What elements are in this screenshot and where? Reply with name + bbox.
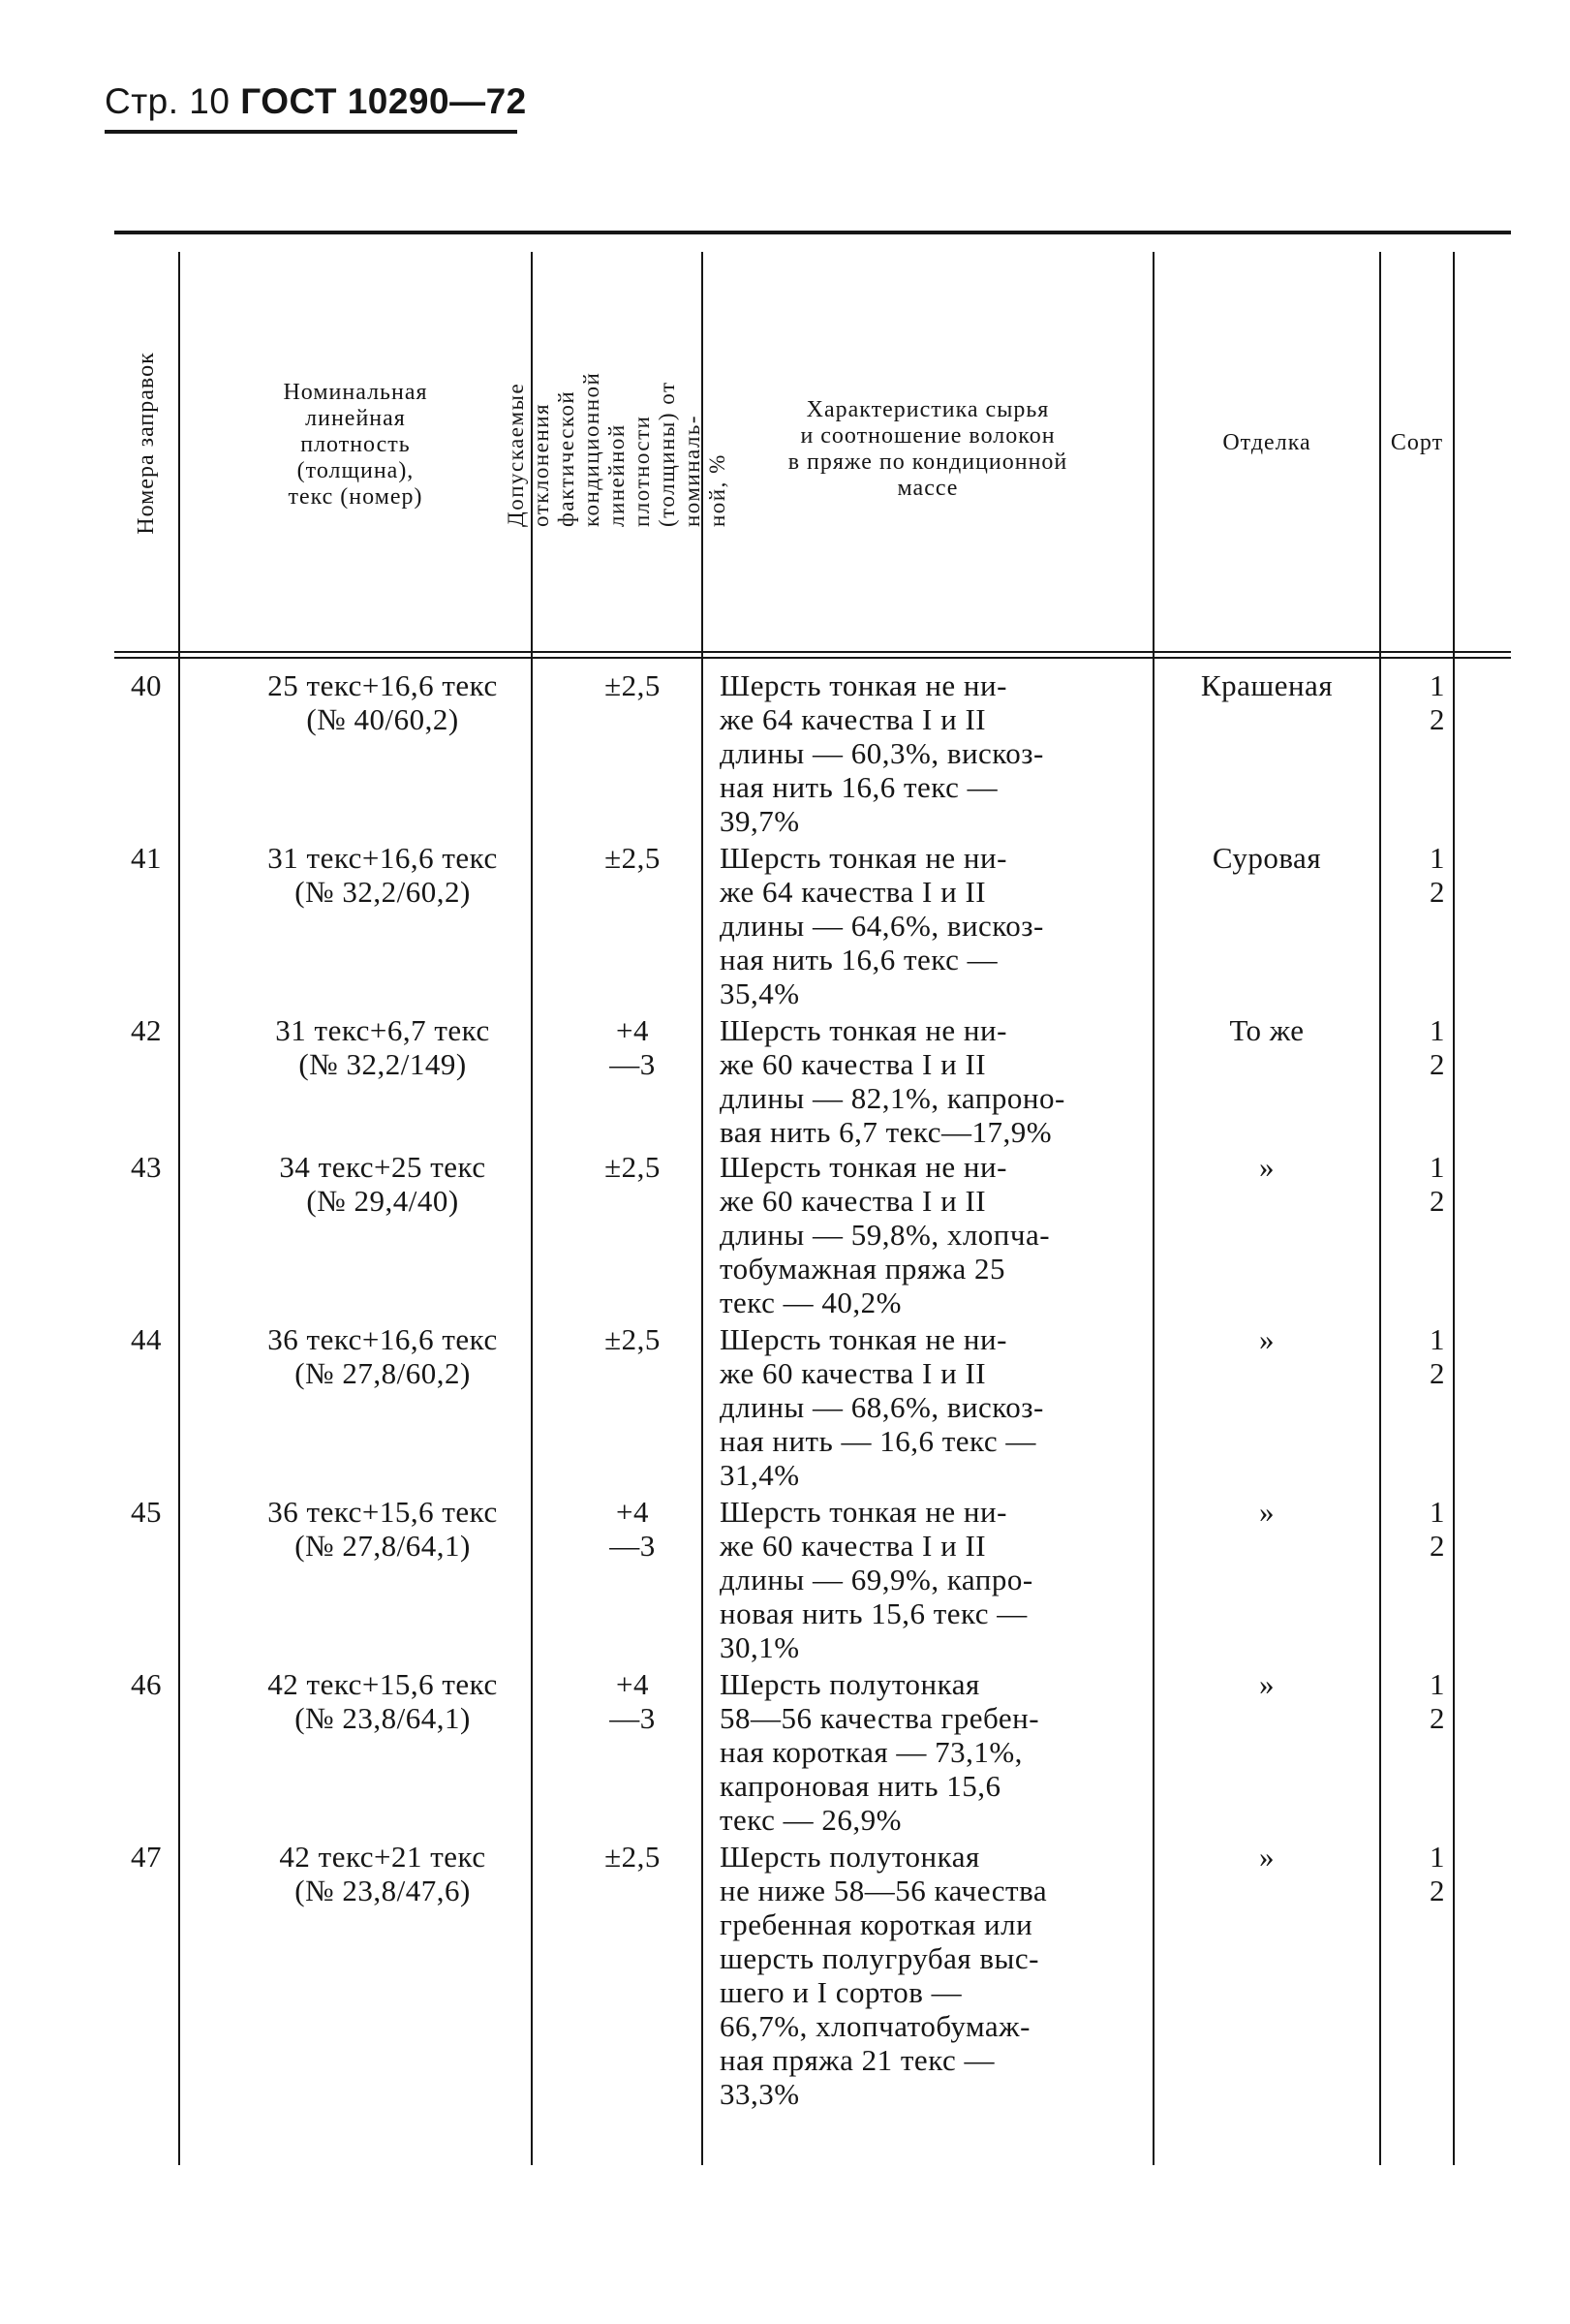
row-density: 34 текс+25 текс (№ 29,4/40) — [279, 1150, 486, 1218]
table-row — [114, 1667, 1511, 1840]
row-grades: 1 2 — [1430, 1322, 1445, 1390]
row-grades: 1 2 — [1430, 841, 1445, 909]
yarn-table — [114, 231, 1511, 2168]
page-number: Стр. 10 — [105, 81, 231, 121]
row-grades: 1 2 — [1430, 668, 1445, 736]
row-composition: Шерсть тонкая не ни- же 64 качества I и II длины — 64,6%, вискоз- ная нить 16,6 текс — 35,4% — [720, 841, 1044, 1010]
row-number: 44 — [131, 1322, 162, 1356]
row-density: 36 текс+16,6 текс (№ 27,8/60,2) — [267, 1322, 498, 1390]
row-density: 25 текс+16,6 текс (№ 40/60,2) — [267, 668, 498, 736]
column-header-grade: Сорт — [1390, 429, 1444, 455]
header-double-rule — [114, 651, 1511, 659]
table-body — [114, 668, 1511, 2130]
row-number: 45 — [131, 1495, 162, 1529]
row-composition: Шерсть тонкая не ни- же 60 качества I и II длины — 82,1%, капроно- вая нить 6,7 текс—17,9% — [720, 1013, 1065, 1149]
row-grades: 1 2 — [1430, 1667, 1445, 1735]
table-row — [114, 668, 1511, 841]
row-finish: Суровая — [1212, 841, 1322, 875]
row-composition: Шерсть тонкая не ни- же 60 качества I и II длины — 59,8%, хлопча- тобумажная пряжа 25 текс — 40,2% — [720, 1150, 1051, 1319]
row-density: 31 текс+16,6 текс (№ 32,2/60,2) — [267, 841, 498, 909]
row-finish: » — [1259, 1150, 1275, 1184]
row-number: 41 — [131, 841, 162, 875]
row-number: 40 — [131, 668, 162, 702]
row-composition: Шерсть тонкая не ни- же 60 качества I и II длины — 69,9%, капро- новая нить 15,6 текс — 30,1% — [720, 1495, 1033, 1664]
row-composition: Шерсть тонкая не ни- же 64 качества I и II длины — 60,3%, вискоз- ная нить 16,6 текс — 39,7% — [720, 668, 1044, 838]
row-deviation: +4 —3 — [609, 1495, 656, 1563]
row-number: 43 — [131, 1150, 162, 1184]
column-header-number: Номера заправок — [133, 351, 159, 535]
standard-number: ГОСТ 10290—72 — [240, 81, 527, 121]
table-row — [114, 1150, 1511, 1322]
row-finish: » — [1259, 1667, 1275, 1701]
row-deviation: ±2,5 — [604, 841, 661, 875]
row-deviation: ±2,5 — [604, 1840, 661, 1874]
page-header — [105, 79, 527, 124]
row-number: 46 — [131, 1667, 162, 1701]
row-number: 42 — [131, 1013, 162, 1047]
header-underline — [105, 130, 517, 134]
row-finish: » — [1259, 1322, 1275, 1356]
row-density: 31 текс+6,7 текс (№ 32,2/149) — [275, 1013, 490, 1081]
column-header-finish: Отделка — [1222, 429, 1311, 455]
table-row — [114, 841, 1511, 1013]
row-deviation: ±2,5 — [604, 1150, 661, 1184]
row-grades: 1 2 — [1430, 1840, 1445, 1907]
row-number: 47 — [131, 1840, 162, 1874]
table-top-rule — [114, 231, 1511, 234]
row-finish: То же — [1229, 1013, 1305, 1047]
row-deviation: +4 —3 — [609, 1667, 656, 1735]
row-deviation: ±2,5 — [604, 1322, 661, 1356]
column-header-composition: Характеристика сырья и соотношение волокон в пряже по кондиционной массе — [787, 397, 1068, 501]
row-grades: 1 2 — [1430, 1150, 1445, 1218]
table-row — [114, 1495, 1511, 1667]
row-finish: » — [1259, 1495, 1275, 1529]
row-finish: » — [1259, 1840, 1275, 1874]
row-density: 42 текс+15,6 текс (№ 23,8/64,1) — [267, 1667, 498, 1735]
table-row — [114, 1013, 1511, 1150]
row-density: 36 текс+15,6 текс (№ 27,8/64,1) — [267, 1495, 498, 1563]
row-composition: Шерсть полутонкая не ниже 58—56 качества гребенная короткая или шерсть полугрубая выс- шего и I сортов — 66,7%, хлопчатобумаж- ная пряжа 21 текс — 33,3% — [720, 1840, 1048, 2111]
row-grades: 1 2 — [1430, 1013, 1445, 1081]
row-finish: Крашеная — [1200, 668, 1334, 702]
table-row — [114, 1840, 1511, 2130]
row-deviation: ±2,5 — [604, 668, 661, 702]
row-grades: 1 2 — [1430, 1495, 1445, 1563]
row-composition: Шерсть полутонкая 58—56 качества гребен- ная короткая — 73,1%, капроновая нить 15,6 текс — 26,9% — [720, 1667, 1040, 1837]
row-density: 42 текс+21 текс (№ 23,8/47,6) — [279, 1840, 486, 1907]
row-composition: Шерсть тонкая не ни- же 60 качества I и II длины — 68,6%, вискоз- ная нить — 16,6 текс — 31,4% — [720, 1322, 1044, 1492]
column-header-density: Номинальная линейная плотность (толщина), текс (номер) — [283, 380, 428, 510]
column-header-deviation: Допускаемые отклонения фактической кондиционной линейной плотности (толщины) от номиналь- ной, % — [504, 371, 729, 527]
row-deviation: +4 —3 — [609, 1013, 656, 1081]
table-row — [114, 1322, 1511, 1495]
